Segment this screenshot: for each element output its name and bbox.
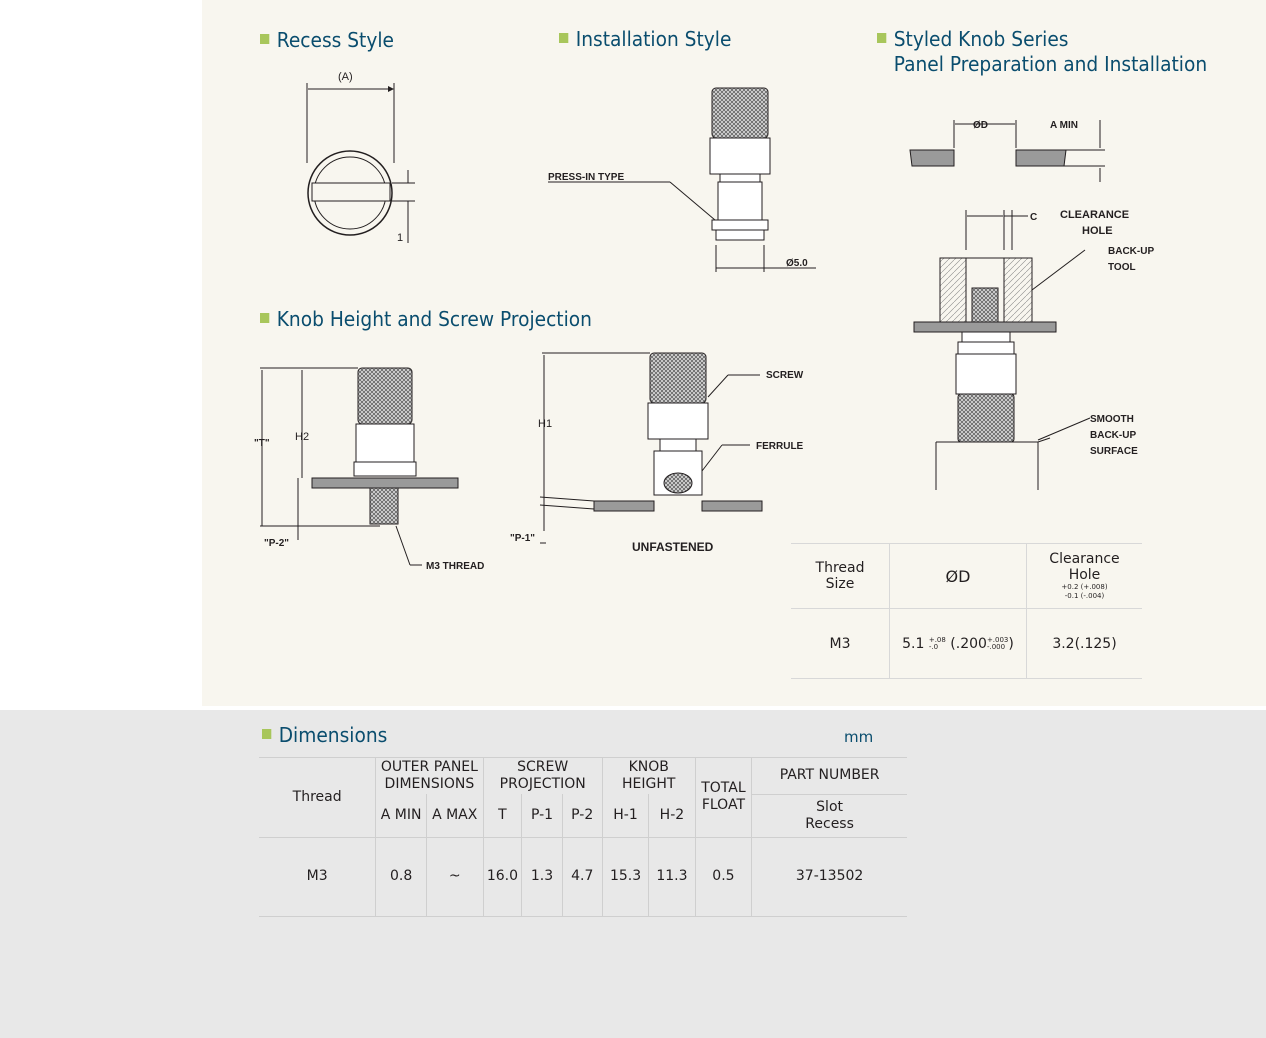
h2-cell: 11.3 [649,837,695,916]
thread-header: Thread [259,758,376,838]
slot-recess-header [752,794,907,837]
knob-height-heading [260,307,592,332]
smooth-label-3: SURFACE [1090,446,1138,457]
h1-label: H1 [538,418,553,430]
styled-knob-heading [877,27,1207,77]
p2-label: "P-2" [264,538,290,549]
dimensions-title: Dimensions [278,723,388,747]
clearance-hole-label-2: HOLE [1082,225,1113,237]
unfastened-caption: UNFASTENED [632,540,714,554]
knob-height-figure [250,360,500,584]
dimensions-header-row-1 [259,758,907,795]
dimensions-table [259,757,907,917]
backup-tool-label-1: BACK-UP [1108,246,1155,257]
p2-header: P-2 [562,794,602,837]
recess-1-label: 1 [397,232,404,244]
styled-knob-title: Styled Knob Series [893,27,1069,51]
thread-size-cell: M3 [791,609,890,679]
screw-projection-header-line1: SCREW [517,759,569,775]
m3-thread-label: M3 THREAD [426,561,485,572]
clearance-header-line2: Hole [1068,567,1101,583]
ferrule-label: FERRULE [756,441,804,452]
slot-recess-header-line1: Slot [816,798,844,815]
unfastened-figure [510,345,810,559]
p1-label: "P-1" [510,533,536,544]
p1-cell: 1.3 [522,837,562,916]
h1-cell: 15.3 [602,837,648,916]
thread-size-header-line1: Thread [815,560,865,576]
recess-a-label: (A) [338,71,353,83]
slot-recess-header-line2: Recess [805,815,854,832]
od-inch-close: ) [1008,635,1014,652]
od-tolerance [929,637,946,651]
recess-style-figure [280,65,440,259]
bullet-icon [260,313,269,323]
installation-drawing [540,80,830,280]
panel-preparation-figure [900,110,1180,504]
t-header: T [483,794,522,837]
bullet-icon [877,33,886,43]
screw-projection-header [483,758,602,795]
c-label: C [1030,212,1038,223]
unfastened-drawing [510,345,810,555]
total-float-header-line1: TOTAL [701,780,746,797]
recess-style-title: Recess Style [276,28,394,52]
dimensions-heading [262,723,387,748]
od-inch-tol-plus: +.003 [986,635,1009,644]
h2-header: H-2 [649,794,695,837]
knob-height-header-line2: HEIGHT [622,776,676,792]
total-float-header [695,758,752,838]
part-number-cell: 37-13502 [752,837,907,916]
screw-projection-header-line2: PROJECTION [499,776,586,792]
t-label: "T" [254,438,270,449]
h1-header: H-1 [602,794,648,837]
part-number-header: PART NUMBER [752,758,907,795]
screw-label: SCREW [766,370,804,381]
thread-size-header-line2: Size [825,576,855,592]
clearance-tol-minus: -0.1 (-.004) [1064,592,1105,600]
thread-cell: M3 [259,837,376,916]
clearance-tol-plus: +0.2 (+.008) [1061,583,1108,591]
knob-height-header-line1: KNOB [628,759,669,775]
clearance-table [791,543,1142,679]
od-label: ØD [973,120,988,131]
od-inch-value: (.200 [950,635,987,652]
total-float-cell: 0.5 [695,837,752,916]
clearance-hole-header [1027,544,1143,609]
clearance-table-header [791,544,1142,609]
knob-height-header [602,758,695,795]
installation-style-heading [559,27,731,52]
p2-cell: 4.7 [562,837,602,916]
knob-height-title: Knob Height and Screw Projection [276,307,592,331]
a-max-cell: ~ [426,837,483,916]
clearance-header-line1: Clearance [1049,551,1120,567]
panel-preparation-drawing [900,110,1180,500]
smooth-label-2: BACK-UP [1090,430,1137,441]
unit-label: mm [844,728,874,746]
t-cell: 16.0 [483,837,522,916]
od-value: 5.1 [902,635,925,652]
clearance-table-row [791,609,1142,679]
press-in-label: PRESS-IN TYPE [548,172,625,183]
od-tol-plus: +.08 [928,635,946,644]
thread-size-header [791,544,890,609]
clearance-hole-cell: 3.2(.125) [1027,609,1143,679]
clearance-hole-label-1: CLEARANCE [1060,209,1130,221]
a-min-header: A MIN [376,794,427,837]
outer-panel-header-line2: DIMENSIONS [384,776,475,792]
total-float-header-line2: FLOAT [701,797,745,814]
od-inch-tol-minus: -.000 [986,642,1006,651]
installation-style-figure [540,80,830,284]
knob-height-drawing [250,360,500,580]
od-header: ØD [890,544,1027,609]
a-min-label: A MIN [1050,120,1078,131]
recess-style-heading [260,28,394,53]
styled-knob-subtitle: Panel Preparation and Installation [893,52,1208,76]
bullet-icon [262,729,271,739]
bullet-icon [559,33,568,43]
dia5-label: Ø5.0 [786,258,808,269]
a-min-cell: 0.8 [376,837,427,916]
od-tol-minus: -.0 [928,642,939,651]
dimensions-data-row [259,837,907,916]
outer-panel-header [376,758,483,795]
smooth-label-1: SMOOTH [1090,414,1134,425]
recess-drawing [280,65,440,255]
outer-panel-header-line1: OUTER PANEL [380,759,478,775]
od-cell [890,609,1027,679]
backup-tool-label-2: TOOL [1108,262,1136,273]
p1-header: P-1 [522,794,562,837]
bullet-icon [260,34,269,44]
a-max-header: A MAX [426,794,483,837]
h2-label: H2 [295,431,310,443]
od-inch-tolerance [987,637,1008,651]
installation-style-title: Installation Style [575,27,732,51]
